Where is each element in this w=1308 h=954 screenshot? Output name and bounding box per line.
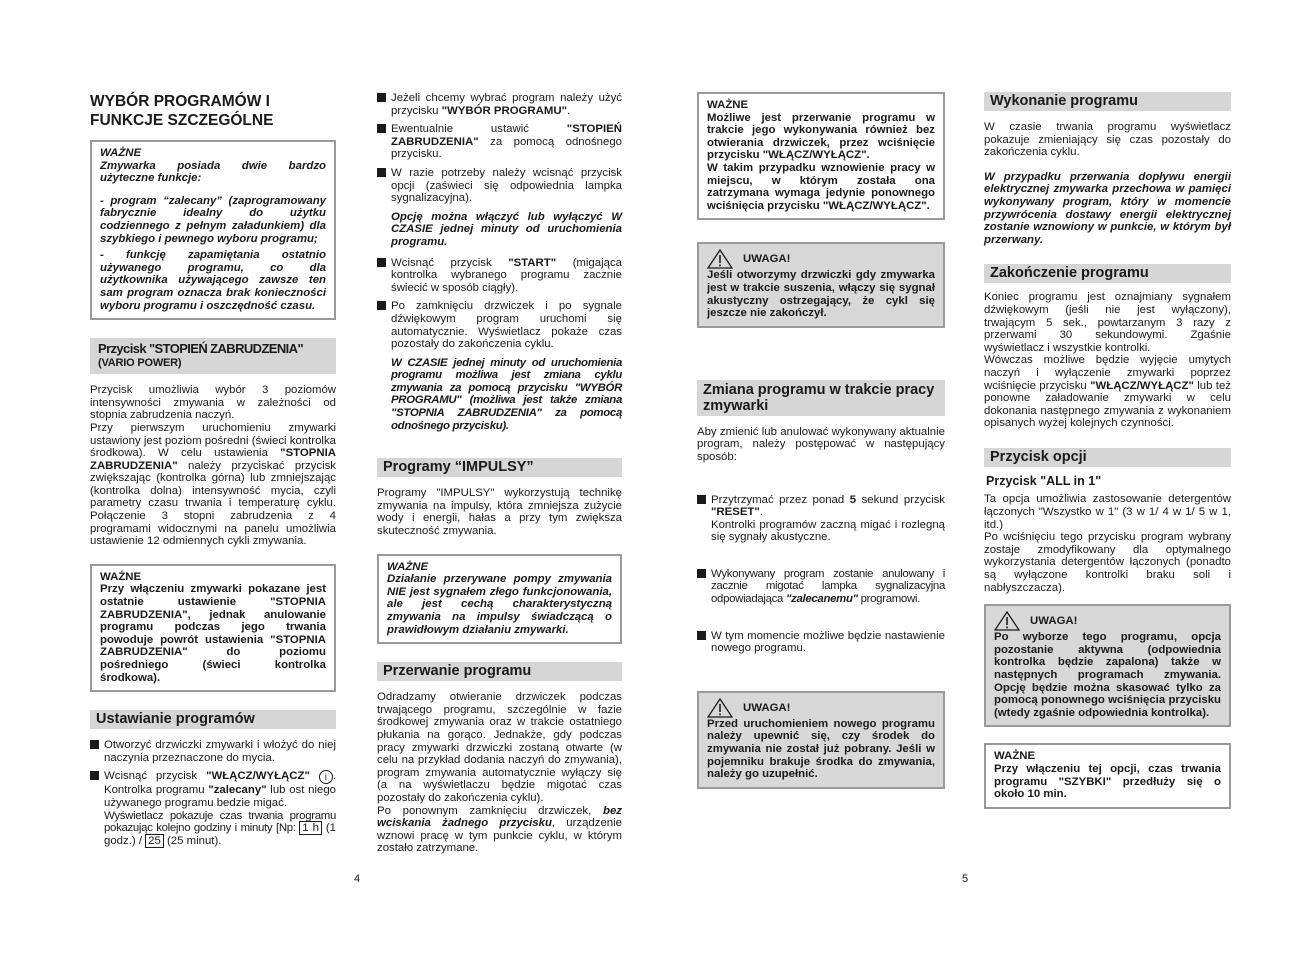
page-number-right: 5 xyxy=(962,873,969,885)
paragraph: Po wciśnięciu tego przycisku program wybrany zostaje zmodyfikowany dla optymalnego wykorzystania detergentów łączonych (ponadto są wyłączone kontrolki braku soli i nabłyszczacza). xyxy=(984,531,1231,594)
section-header-setting-programs: Ustawianie programów xyxy=(90,710,336,729)
paragraph: Odradzamy otwieranie drzwiczek podczas trwającego programu, szczególnie w fazie środkowej zmywania oraz w trakcie ostatniego płukania na gorąco. Jednakże, gdy podczas pracy zmywarki drzwiczki zostaną otwarte (w celu na przykład dodania naczyń do zmywania), program zmywania automatycznie wyłączy się (a na wyświetlaczu będzie migotać czas pozostały do zakończenia cyklu). xyxy=(377,691,622,804)
warning-text: Po wyborze tego programu, opcja pozostanie aktywna (odpowiednia kontrolka będzie zapalona) także w następnych programach zmywania. Opcję będzie można skasować tylko za pomocą ponownego wciśnięcia przycisku (wtedy zgaśnie odpowiednia kontrolka). xyxy=(994,631,1221,719)
paragraph: W czasie trwania programu wyświetlacz pokazuje zmieniający się czas pozostały do zakończenia cyklu. xyxy=(984,121,1231,159)
display-sample-minutes: 25 xyxy=(145,834,164,848)
important-label: WAŻNE xyxy=(100,147,142,159)
important-box-soil xyxy=(90,564,336,692)
list-item: Ewentualnie ustawić "STOPIEŃ ZABRUDZENIA" za pomocą odnośnego przycisku. xyxy=(377,123,622,161)
important-box-option xyxy=(984,743,1231,808)
warning-text: Przed uruchomieniem nowego programu należy upewnić się, czy środek do zmywania nie został już pobrany. Jeśli w pojemniku brakuje środka do zmywania, należy go uzupełnić. xyxy=(707,717,935,781)
column-4 xyxy=(984,92,1231,809)
list-item: Wykonywany program zostanie anulowany i zacznie migotać lampka sygnalizacyjna odpowiadająca "zalecanemu" programowi. xyxy=(697,568,945,606)
list-item: Wcisnąć przycisk "START" (migająca kontrolka wybranego programu zacznie świecić w sposób ciągły). xyxy=(377,257,622,295)
warning-triangle-icon xyxy=(994,611,1020,631)
warning-text: Jeśli otworzymy drzwiczki gdy zmywarka jest w trakcie suszenia, włączy się sygnał akustyczny ostrzegający, że cykl się jeszcze nie zakończył. xyxy=(707,269,935,320)
soil-header-title: Przycisk "STOPIEŃ ZABRUDZENIA" xyxy=(98,341,304,357)
important-text: W takim przypadku wznowienie pracy w miejscu, w którym została ona zatrzymana wymaga jedynie ponownego wciśnięcia przycisku "WŁĄCZ/WYŁĄCZ". xyxy=(707,161,935,212)
list-item: Wcisnąć przycisk "WŁĄCZ/WYŁĄCZ" i . Kontrolka programu "zalecany" lub ost niego używanego programu bedzie migać. Wyświetlacz pokazuje czas trwania programu pokazując kolejno godziny i minuty [Np: 1 h (1 godz.) / 25 (25 minut). xyxy=(90,770,336,847)
bullet-square-icon xyxy=(697,568,711,606)
important-box-impulse xyxy=(377,554,622,645)
important-text: Możliwe jest przerwanie programu w trakcie jego wykonywania również bez otwierania drzwiczek, przez wciśnięcie przycisku "WŁĄCZ/WYŁĄCZ". xyxy=(707,111,935,162)
list-item: Przytrzymać przez ponad 5 sekund przycisk "RESET". Kontrolki programów zaczną migać i rozlegną się sygnały akustyczne. xyxy=(697,494,945,544)
warning-box-option xyxy=(984,604,1231,727)
note-option: Opcję można włączyć lub wyłączyć W CZASIE jednej minuty od uruchomienia programu. xyxy=(391,210,622,248)
column-2 xyxy=(377,92,622,855)
note-change-cycle: W CZASIE jednej minuty od uruchomienia programu możliwa jest zmiana cyklu zmywania za pomocą przycisku "WYBÓR PROGRAMU" (możliwa jest także zmiana "STOPNIA ZABRUDZENIA" za pomocą odnośnego przycisku). xyxy=(391,356,622,432)
paragraph: Przycisk umożliwia wybór 3 poziomów intensywności zmywania w zależności od stopnia zabrudzenia naczyń. xyxy=(90,384,336,422)
page-number-left: 4 xyxy=(354,873,361,885)
important-text: Przy włączeniu tej opcji, czas trwania programu "SZYBKI" przedłuży się o około 10 min. xyxy=(994,762,1221,801)
paragraph: Programy "IMPULSY" wykorzystują technikę zmywania na impulsy, która zmniejsza zużycie wody i energii, hałas a przy tym zwiększa skuteczność zmywania. xyxy=(377,487,622,538)
warning-box-detergent xyxy=(697,691,945,789)
soil-header-sub: (VARIO POWER) xyxy=(98,357,182,370)
bullet-square-icon xyxy=(377,300,391,350)
warning-label: UWAGA! xyxy=(1030,614,1078,627)
section-header-option-button: Przycisk opcji xyxy=(984,448,1231,467)
important-text: - program “zalecany” (zaprogramowany fabrycznie idealny do użytku codziennego z pełnym załadunkiem) dla szybkiego i pewnego wyboru programu; xyxy=(100,194,326,245)
column-1 xyxy=(90,92,336,853)
important-text: Zmywarka posiada dwie bardzo użyteczne funkcje: xyxy=(100,159,326,185)
important-text: Działanie przerywane pompy zmywania NIE jest sygnałem złego funkcjonowania, ale jest cechą charakterystyczną zmywania na impulsy świadczącą o prawidłowym działaniu zmywarki. xyxy=(387,573,612,636)
bullet-square-icon xyxy=(377,257,391,295)
list-item: W tym momencie możliwe będzie nastawienie nowego programu. xyxy=(697,630,945,655)
bullet-square-icon xyxy=(697,630,711,655)
list-item: Otworzyć drzwiczki zmywarki i włożyć do niej naczynia przeznaczone do mycia. xyxy=(90,739,336,764)
paragraph: Wówczas możliwe będzie wyjęcie umytych naczyń i wyłączenie zmywarki poprzez wciśnięcie przycisku "WŁĄCZ/WYŁĄCZ" lub też ponowne załadowanie zmywarki w celu dokonania następnego zmywania z wykonaniem opisanych wyżej kolejnych czynności. xyxy=(984,354,1231,430)
power-icon: i xyxy=(319,770,333,784)
section-header-end-program: Zakończenie programu xyxy=(984,264,1231,283)
important-label: WAŻNE xyxy=(994,750,1036,763)
important-text: Przy włączeniu zmywarki pokazane jest ostatnie ustawienie "STOPNIA ZABRUDZENIA", jednak anulowanie programu podczas jego trwania powoduje powrót ustawienia "STOPNIA ZABRUDZENIA" do poziomu pośredniego (świeci kontrolka środkowa). xyxy=(100,583,326,684)
paragraph: Po ponownym zamknięciu drzwiczek, bez wciskania żadnego przycisku, urządzenie wznowi pracę w tym punkcie cyklu, w którym zostało zatrzymane. xyxy=(377,804,622,855)
important-label: WAŻNE xyxy=(387,560,429,573)
section-header-soil-level xyxy=(90,338,336,374)
list-item: Jeżeli chcemy wybrać program należy użyć przycisku "WYBÓR PROGRAMU". xyxy=(377,92,622,117)
section-header-interrupt: Przerwanie programu xyxy=(377,662,622,681)
bullet-square-icon xyxy=(697,494,711,544)
note-power-failure: W przypadku przerwania dopływu energii elektrycznej zmywarka przechowa w pamięci wykonywany program, który w momencie przywrócenia dostawy energii elektrycznej zostanie wznowiony w punkcie, w którym był przerwany. xyxy=(984,170,1231,246)
bullet-square-icon xyxy=(90,770,104,847)
section-header-impulse: Programy “IMPULSY” xyxy=(377,458,622,477)
option-subtitle: Przycisk "ALL in 1" xyxy=(986,473,1102,488)
warning-triangle-icon xyxy=(707,249,733,269)
page-title: WYBÓR PROGRAMÓW I FUNKCJE SZCZEGÓLNE xyxy=(90,93,274,129)
paragraph: Aby zmienić lub anulować wykonywany aktualnie program, należy postępować w następujący sposób: xyxy=(697,425,945,463)
bullet-square-icon xyxy=(377,92,391,117)
section-header-change-program: Zmiana programu w trakcie pracy zmywarki xyxy=(697,380,945,416)
bullet-square-icon xyxy=(90,739,104,764)
list-item: W razie potrzeby należy wcisnąć przycisk opcji (zaświeci się odpowiednia lampka sygnalizacyjna). xyxy=(377,167,622,205)
important-box-functions xyxy=(90,140,336,320)
paragraph: Koniec programu jest oznajmiany sygnałem dźwiękowym (jeśli nie jest wyłączony), trwającym 5 sek., powtarzanym 3 razy z przerwami 30 sekundowymi. Zgaśnie wyświetlacz i wszystkie kontrolki. xyxy=(984,291,1231,354)
warning-header xyxy=(707,249,935,269)
important-label: WAŻNE xyxy=(100,570,142,583)
warning-label: UWAGA! xyxy=(743,701,791,714)
important-box-interrupt xyxy=(697,92,945,220)
important-label: WAŻNE xyxy=(707,99,749,111)
bullet-square-icon xyxy=(377,123,391,161)
warning-header xyxy=(994,611,1221,631)
bullet-square-icon xyxy=(377,167,391,205)
display-sample-hours: 1 h xyxy=(299,821,322,835)
warning-header xyxy=(707,698,935,718)
warning-triangle-icon xyxy=(707,698,733,718)
section-header-execution: Wykonanie programu xyxy=(984,92,1231,111)
warning-box-drying xyxy=(697,242,945,327)
paragraph: Ta opcja umożliwia zastosowanie detergentów łączonych "Wszystko w 1" (3 w 1/ 4 w 1/ 5 w 1, itd.) xyxy=(984,493,1231,531)
paragraph: Przy pierwszym uruchomieniu zmywarki ustawiony jest poziom pośredni (świeci kontrolka środkowa). W celu ustawienia "STOPNIA ZABRUDZENIA" należy przyciskać przycisk zwiększając (kontrolka górna) lub zmniejszając (kontrolka dolna) intensywność mycia, czyli parametry czasu trwania i temperaturę cyklu. Połączenie 3 stopni zabrudzenia z 4 programami widocznymi na panelu umożliwia ustawienie 12 odmiennych cykli zmywania. xyxy=(90,421,336,548)
column-3 xyxy=(697,92,945,789)
warning-label: UWAGA! xyxy=(743,253,791,266)
list-item: Po zamknięciu drzwiczek i po sygnale dźwiękowym program uruchomi się automatycznie. Wyświetlacz pokaże czas pozostały do zakończenia cyklu. xyxy=(377,300,622,350)
important-text: - funkcję zapamiętania ostatnio używanego programu, co dla użytkownika używającego zawsze ten sam program oznacza brak konieczności wyboru programu i oszczędność czasu. xyxy=(100,249,326,312)
